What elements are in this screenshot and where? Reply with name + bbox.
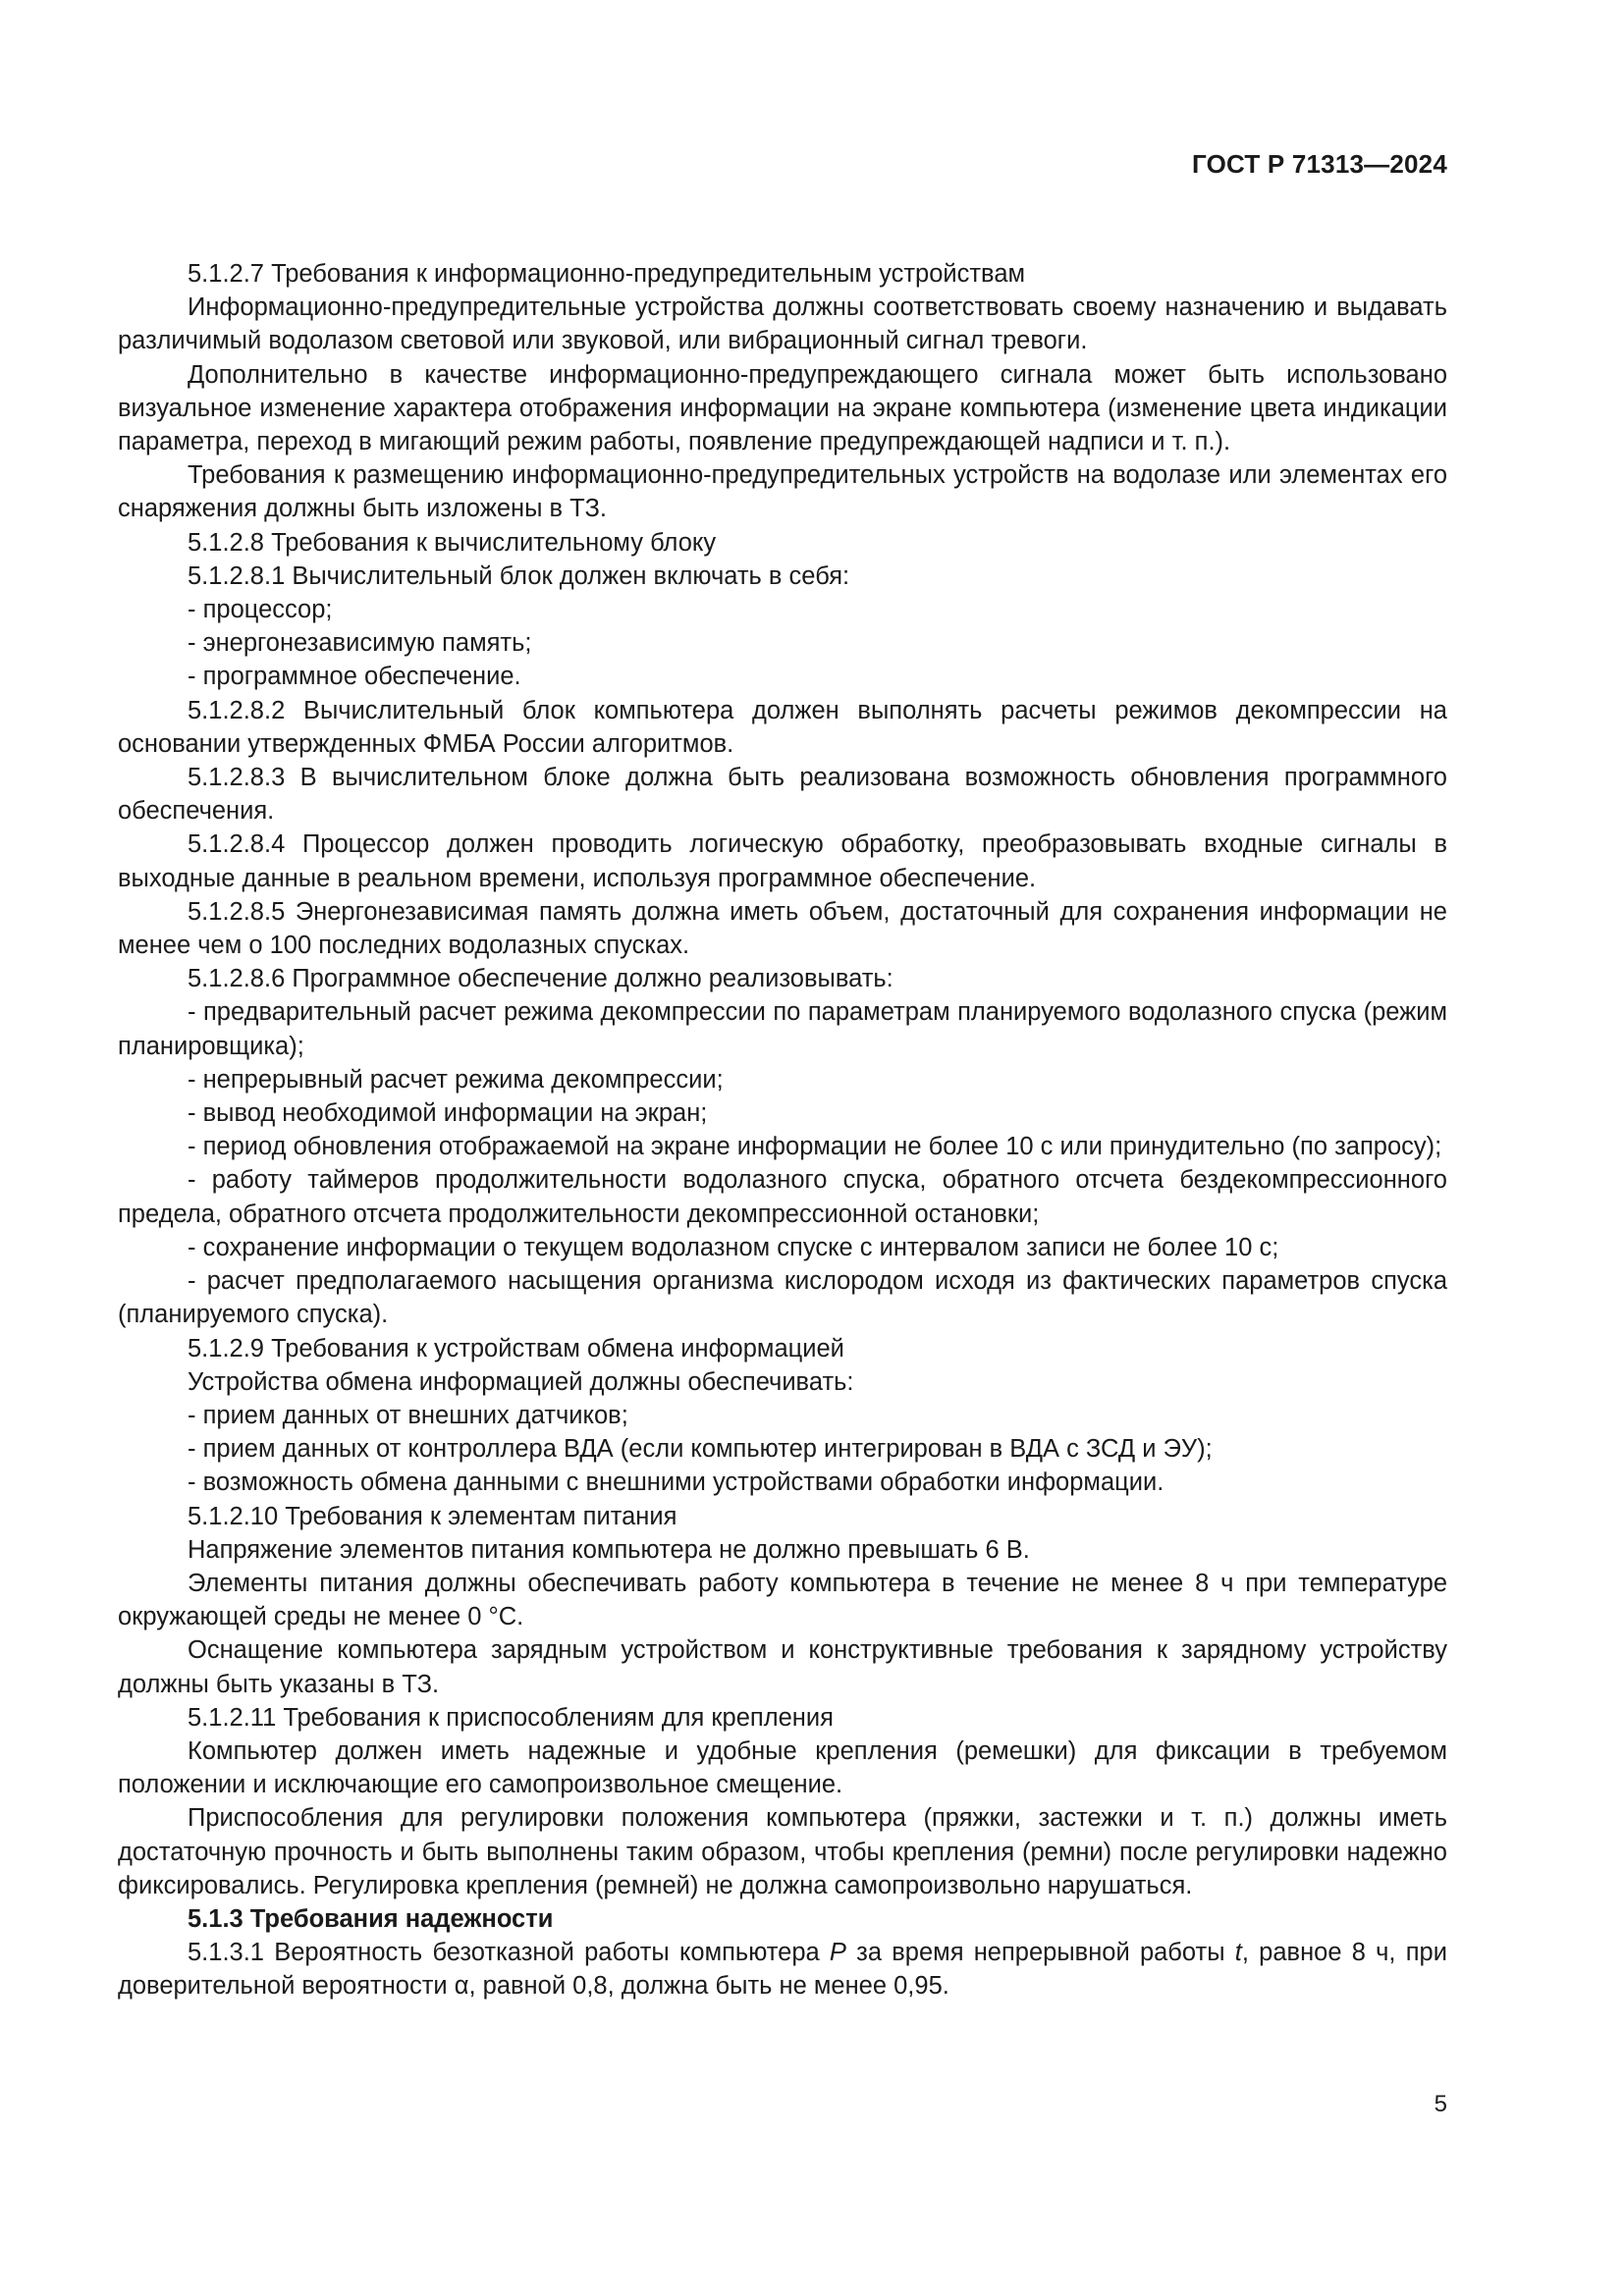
list-item: - предварительный расчет режима декомпрессии по параметрам планируемого водолазного спуска (режим планировщика);: [118, 998, 1447, 1060]
paragraph: Информационно-предупредительные устройства должны соответствовать своему назначению и выдавать различимый водолазом световой или звуковой, или вибрационный сигнал тревоги.: [118, 294, 1447, 355]
paragraph: Компьютер должен иметь надежные и удобные крепления (ремешки) для фиксации в требуемом положении и исключающие его самопроизвольное смещение.: [118, 1736, 1447, 1799]
paragraph: 5.1.2.8.5 Энергонезависимая память должна иметь объем, достаточный для сохранения информации не менее чем о 100 последних водолазных спусках.: [118, 897, 1447, 960]
list-item: - период обновления отображаемой на экране информации не более 10 с или принудительно (по запросу);: [188, 1133, 1442, 1161]
list-item: - прием данных от контроллера ВДА (если компьютер интегрирован в ВДА с ЗСД и ЭУ);: [188, 1435, 1213, 1464]
paragraph: 5.1.2.8.2 Вычислительный блок компьютера должен выполнять расчеты режимов декомпрессии на основании утвержденных ФМБА России алгоритмов.: [118, 696, 1447, 758]
paragraph: Приспособления для регулировки положения компьютера (пряжки, застежки и т. п.) должны иметь достаточную прочность и быть выполнены таким образом, чтобы крепления (ремни) после регулировки надежно фиксировались. Регулировка крепления (ремней) не должна самопроизвольно нарушаться.: [118, 1804, 1447, 1899]
paragraph: 5.1.2.8.1 Вычислительный блок должен включать в себя:: [188, 561, 850, 590]
text-fragment: , равное 8 ч, при доверительной вероятности α, равной 0,8, должна быть не менее 0,95.: [118, 1939, 1447, 2001]
document-body: [118, 257, 1447, 2003]
list-item: - энергонезависимую память;: [188, 629, 532, 658]
list-item: - работу таймеров продолжительности водолазного спуска, обратного отсчета бездекомпрессионного предела, обратного отсчета продолжительности декомпрессионной остановки;: [118, 1166, 1447, 1228]
paragraph-list: [118, 257, 1447, 1936]
paragraph: Дополнительно в качестве информационно-предупреждающего сигнала может быть использовано визуальное изменение характера отображения информации на экране компьютера (изменение цвета индикации параметра, переход в мигающий режим работы, появление предупреждающей надписи и т. п.).: [118, 360, 1447, 456]
variable-t: t: [1234, 1939, 1242, 1967]
paragraph: Оснащение компьютера зарядным устройством и конструктивные требования к зарядному устройству должны быть указаны в ТЗ.: [118, 1636, 1447, 1698]
section-heading: 5.1.3 Требования надежности: [188, 1904, 554, 1933]
document-id-header: ГОСТ Р 71313—2024: [1192, 149, 1447, 179]
paragraph: 5.1.2.8 Требования к вычислительному блоку: [188, 528, 717, 557]
list-item: - расчет предполагаемого насыщения организма кислородом исходя из фактических параметров спуска (планируемого спуска).: [118, 1267, 1447, 1329]
list-item: - сохранение информации о текущем водолазном спуске с интервалом записи не более 10 с;: [188, 1233, 1279, 1261]
paragraph: 5.1.2.8.3 В вычислительном блоке должна быть реализована возможность обновления программного обеспечения.: [118, 764, 1447, 826]
paragraph: Устройства обмена информацией должны обеспечивать:: [188, 1367, 854, 1396]
paragraph: 5.1.2.11 Требования к приспособлениям для крепления: [188, 1703, 834, 1732]
list-item: - вывод необходимой информации на экран;: [188, 1099, 708, 1128]
paragraph: Требования к размещению информационно-предупредительных устройств на водолазе или элементах его снаряжения должны быть изложены в ТЗ.: [118, 461, 1447, 523]
text-fragment: 5.1.3.1 Вероятность безотказной работы компьютера: [188, 1939, 830, 1967]
list-item: - непрерывный расчет режима декомпрессии;: [188, 1065, 724, 1094]
reliability-paragraph: [118, 1936, 1447, 2002]
list-item: - программное обеспечение.: [188, 663, 521, 691]
paragraph: 5.1.2.9 Требования к устройствам обмена информацией: [188, 1334, 844, 1362]
paragraph: Элементы питания должны обеспечивать работу компьютера в течение не менее 8 ч при температуре окружающей среды не менее 0 °С.: [118, 1569, 1447, 1631]
list-item: - прием данных от внешних датчиков;: [188, 1401, 628, 1429]
page-number: 5: [1434, 2091, 1447, 2117]
paragraph: Напряжение элементов питания компьютера не должно превышать 6 В.: [188, 1535, 1030, 1564]
list-item: - процессор;: [188, 596, 333, 624]
paragraph: 5.1.2.8.6 Программное обеспечение должно реализовывать:: [188, 965, 893, 993]
text-fragment: за время непрерывной работы: [845, 1939, 1235, 1967]
list-item: - возможность обмена данными с внешними устройствами обработки информации.: [188, 1468, 1164, 1497]
variable-p: P: [829, 1939, 846, 1967]
paragraph: 5.1.2.8.4 Процессор должен проводить логическую обработку, преобразовывать входные сигналы в выходные данные в реальном времени, используя программное обеспечение.: [118, 830, 1447, 892]
paragraph: 5.1.2.7 Требования к информационно-предупредительным устройствам: [188, 260, 1026, 288]
paragraph: 5.1.2.10 Требования к элементам питания: [188, 1502, 677, 1530]
